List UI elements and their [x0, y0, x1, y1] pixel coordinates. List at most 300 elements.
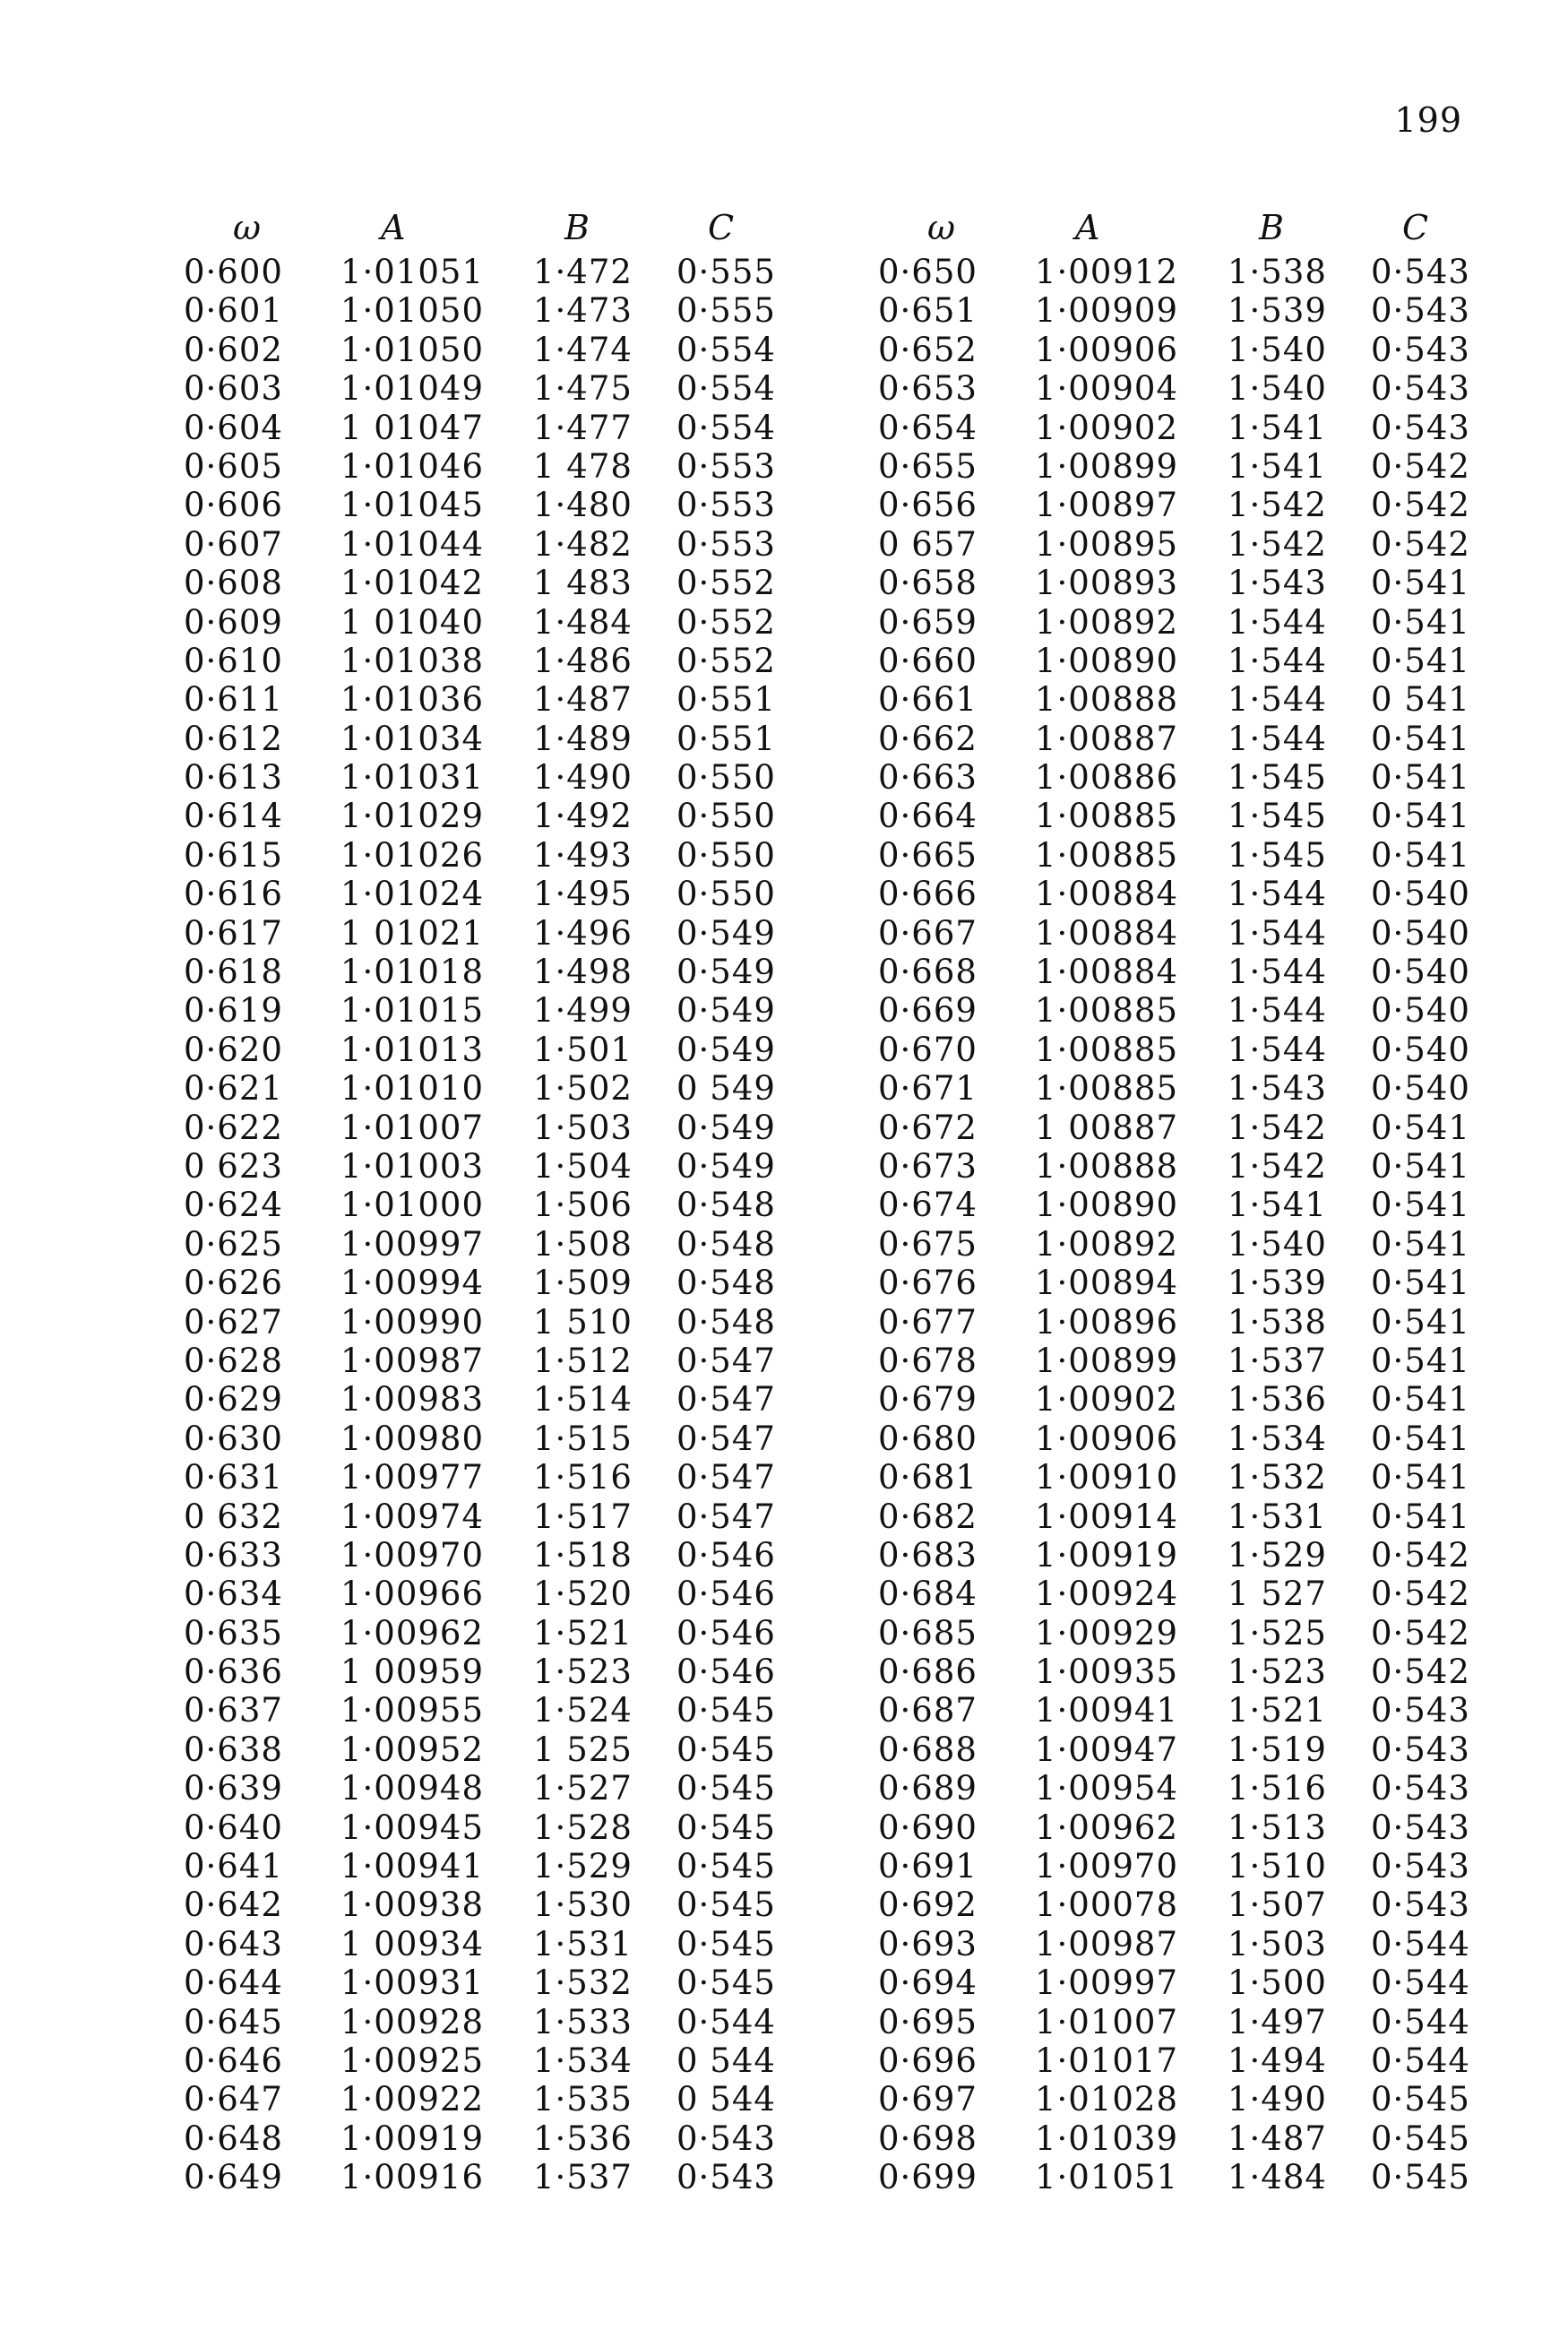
cell-b: 1 525	[533, 1730, 633, 1769]
cell-b: 1·517	[533, 1497, 633, 1536]
cell-a: 1·01028	[1035, 2080, 1179, 2119]
table-row	[878, 409, 1496, 447]
cell-b: 1·501	[533, 1030, 633, 1069]
cell-a: 1·01031	[340, 758, 485, 798]
cell-a: 1·01034	[340, 719, 485, 758]
cell-b: 1·542	[1228, 1146, 1327, 1186]
cell-omega: 0·619	[184, 991, 283, 1031]
table-row	[184, 2041, 802, 2080]
cell-omega: 0 657	[878, 524, 978, 564]
table-row	[878, 720, 1496, 758]
cell-omega: 0·614	[184, 797, 283, 836]
cell-a: 1·01018	[340, 953, 485, 992]
cell-b: 1·532	[533, 1963, 633, 2003]
cell-omega: 0·656	[878, 486, 978, 525]
cell-c: 0·542	[1371, 524, 1470, 564]
cell-a: 1·00924	[1035, 1575, 1179, 1614]
table-row	[184, 1186, 802, 1224]
table-row	[878, 1420, 1496, 1458]
cell-c: 0·550	[676, 758, 776, 798]
cell-b: 1·537	[1228, 1341, 1327, 1380]
table-row	[878, 1730, 1496, 1769]
cell-omega: 0·662	[878, 719, 978, 758]
cell-c: 0·544	[676, 2002, 776, 2041]
cell-a: 1·01049	[340, 369, 485, 409]
cell-c: 0·549	[676, 1146, 776, 1186]
table-row	[878, 1808, 1496, 1847]
cell-a: 1·00890	[1035, 1186, 1179, 1225]
cell-b: 1·519	[1228, 1730, 1327, 1769]
header-b: B	[564, 208, 590, 247]
table-row	[184, 1653, 802, 1691]
cell-omega: 0·663	[878, 758, 978, 798]
cell-b: 1·486	[533, 641, 633, 680]
table-row	[184, 991, 802, 1030]
cell-a: 1·00962	[340, 1613, 485, 1653]
cell-b: 1·497	[1228, 2002, 1327, 2041]
cell-a: 1·00997	[1035, 1963, 1179, 2003]
table-row	[878, 1069, 1496, 1108]
table-row	[878, 1303, 1496, 1342]
cell-b: 1·498	[533, 953, 633, 992]
cell-a: 1·00892	[1035, 1224, 1179, 1264]
cell-omega: 0·675	[878, 1224, 978, 1264]
cell-omega: 0·660	[878, 641, 978, 680]
table-row	[878, 1614, 1496, 1653]
cell-c: 0·543	[1371, 369, 1470, 409]
table-row	[878, 875, 1496, 913]
cell-c: 0·541	[1371, 1419, 1470, 1458]
cell-c: 0·547	[676, 1458, 776, 1497]
cell-b: 1·544	[1228, 719, 1327, 758]
cell-b: 1·544	[1228, 875, 1327, 914]
cell-b: 1·536	[533, 2119, 633, 2158]
cell-a: 1·00892	[1035, 602, 1179, 642]
cell-omega: 0·673	[878, 1146, 978, 1186]
cell-omega: 0·630	[184, 1419, 283, 1458]
cell-c: 0·550	[676, 797, 776, 836]
table-row	[878, 369, 1496, 408]
cell-a: 1·00916	[340, 2158, 485, 2197]
cell-b: 1·544	[1228, 1030, 1327, 1069]
cell-a: 1·00894	[1035, 1264, 1179, 1303]
table-row	[184, 1536, 802, 1575]
cell-c: 0·542	[1371, 1613, 1470, 1653]
table-left	[184, 208, 802, 2197]
cell-a: 1·00919	[1035, 1535, 1179, 1575]
cell-b: 1·521	[533, 1613, 633, 1653]
cell-a: 1·01010	[340, 1069, 485, 1109]
table-row	[878, 914, 1496, 953]
cell-omega: 0·654	[878, 408, 978, 447]
cell-a: 1·01039	[1035, 2119, 1179, 2158]
cell-b: 1·531	[1228, 1497, 1327, 1536]
cell-omega: 0·681	[878, 1458, 978, 1497]
cell-c: 0·540	[1371, 1030, 1470, 1069]
table-row	[184, 291, 802, 330]
cell-c: 0·546	[676, 1653, 776, 1692]
table-row	[184, 1225, 802, 1264]
cell-a: 1·01051	[1035, 2158, 1179, 2197]
cell-a: 1·01042	[340, 564, 485, 603]
cell-omega: 0·696	[878, 2041, 978, 2080]
cell-b: 1·512	[533, 1341, 633, 1380]
table-row	[184, 2158, 802, 2196]
cell-omega: 0·649	[184, 2158, 283, 2197]
cell-omega: 0·622	[184, 1108, 283, 1147]
cell-c: 0·543	[1371, 1847, 1470, 1886]
cell-c: 0·546	[676, 1535, 776, 1575]
cell-omega: 0·616	[184, 875, 283, 914]
cell-b: 1 527	[1228, 1575, 1327, 1614]
table-row	[878, 2041, 1496, 2080]
table-row	[878, 1963, 1496, 2002]
cell-c: 0·545	[1371, 2080, 1470, 2119]
table-row	[184, 525, 802, 564]
table-row	[184, 447, 802, 486]
cell-a: 1·00885	[1035, 1069, 1179, 1109]
table-row	[878, 525, 1496, 564]
cell-omega: 0·625	[184, 1224, 283, 1264]
cell-a: 1·00897	[1035, 486, 1179, 525]
cell-a: 1·00970	[340, 1535, 485, 1575]
table-row	[878, 1575, 1496, 1613]
cell-omega: 0·653	[878, 369, 978, 409]
cell-c: 0·545	[676, 1886, 776, 1925]
cell-omega: 0·609	[184, 602, 283, 642]
cell-a: 1 01021	[340, 913, 485, 953]
table-row	[878, 680, 1496, 719]
cell-omega: 0·624	[184, 1186, 283, 1225]
cell-a: 1·01045	[340, 486, 485, 525]
cell-a: 1·00890	[1035, 641, 1179, 680]
cell-omega: 0·645	[184, 2002, 283, 2041]
cell-b: 1·507	[1228, 1886, 1327, 1925]
cell-c: 0·545	[1371, 2119, 1470, 2158]
cell-a: 1·00912	[1035, 253, 1179, 291]
table-row	[878, 1225, 1496, 1264]
cell-c: 0·541	[1371, 1146, 1470, 1186]
cell-b: 1·542	[1228, 1108, 1327, 1147]
cell-omega: 0·682	[878, 1497, 978, 1536]
table-row	[184, 486, 802, 524]
cell-c: 0·540	[1371, 991, 1470, 1031]
header-omega: ω	[233, 208, 261, 247]
cell-a: 1·00931	[340, 1963, 485, 2003]
cell-c: 0·541	[1371, 1341, 1470, 1380]
cell-b: 1·532	[1228, 1458, 1327, 1497]
table-row	[878, 1653, 1496, 1691]
cell-omega: 0·695	[878, 2002, 978, 2041]
table-row	[184, 1614, 802, 1653]
cell-b: 1·535	[533, 2080, 633, 2119]
header-a: A	[381, 208, 406, 247]
cell-c: 0·547	[676, 1497, 776, 1536]
cell-b: 1·537	[533, 2158, 633, 2197]
cell-omega: 0·698	[878, 2119, 978, 2158]
cell-b: 1·540	[1228, 369, 1327, 409]
cell-a: 1·00941	[1035, 1691, 1179, 1730]
cell-a: 1·01050	[340, 291, 485, 331]
cell-a: 1·00888	[1035, 680, 1179, 720]
cell-omega: 0·612	[184, 719, 283, 758]
cell-b: 1·482	[533, 524, 633, 564]
table-row	[878, 253, 1496, 291]
table-row	[878, 291, 1496, 330]
header-c: C	[1402, 208, 1429, 247]
cell-c: 0·541	[1371, 1458, 1470, 1497]
cell-omega: 0·603	[184, 369, 283, 409]
table-row	[184, 642, 802, 680]
cell-c: 0·541	[1371, 797, 1470, 836]
table-row	[184, 680, 802, 719]
cell-c: 0·547	[676, 1419, 776, 1458]
cell-omega: 0·691	[878, 1847, 978, 1886]
cell-b: 1·542	[1228, 486, 1327, 525]
table-row	[184, 1497, 802, 1536]
table-row	[184, 1847, 802, 1886]
table-row	[184, 1342, 802, 1380]
cell-omega: 0·670	[878, 1030, 978, 1069]
cell-b: 1·492	[533, 797, 633, 836]
cell-c: 0·543	[1371, 291, 1470, 331]
cell-a: 1·00922	[340, 2080, 485, 2119]
cell-c: 0·554	[676, 330, 776, 369]
cell-b: 1·544	[1228, 991, 1327, 1031]
cell-b: 1·544	[1228, 641, 1327, 680]
cell-omega: 0·640	[184, 1808, 283, 1847]
cell-c: 0·545	[676, 1769, 776, 1808]
table-row	[184, 369, 802, 408]
table-row	[878, 331, 1496, 369]
table-row	[878, 1147, 1496, 1186]
cell-a: 1·01029	[340, 797, 485, 836]
cell-a: 1·00884	[1035, 875, 1179, 914]
table-row	[878, 1031, 1496, 1069]
table-row	[878, 486, 1496, 524]
cell-b: 1·533	[533, 2002, 633, 2041]
cell-b: 1·499	[533, 991, 633, 1031]
cell-omega: 0·678	[878, 1341, 978, 1380]
cell-omega: 0·689	[878, 1769, 978, 1808]
cell-omega: 0·659	[878, 602, 978, 642]
header-c: C	[708, 208, 735, 247]
table-row	[184, 836, 802, 875]
cell-b: 1 483	[533, 564, 633, 603]
cell-b: 1·475	[533, 369, 633, 409]
table-row	[184, 603, 802, 642]
table-row	[878, 1342, 1496, 1380]
cell-a: 1·00919	[340, 2119, 485, 2158]
cell-b: 1·527	[533, 1769, 633, 1808]
cell-a: 1·00983	[340, 1380, 485, 1420]
cell-c: 0·545	[676, 1730, 776, 1769]
cell-a: 1·00977	[340, 1458, 485, 1497]
cell-c: 0·554	[676, 369, 776, 409]
cell-b: 1·489	[533, 719, 633, 758]
cell-a: 1·01051	[340, 253, 485, 291]
cell-omega: 0·672	[878, 1108, 978, 1147]
cell-b: 1·504	[533, 1146, 633, 1186]
table-row	[184, 1730, 802, 1769]
cell-b: 1·529	[533, 1847, 633, 1886]
cell-omega: 0·615	[184, 835, 283, 875]
cell-omega: 0·633	[184, 1535, 283, 1575]
cell-b: 1·520	[533, 1575, 633, 1614]
cell-b: 1·516	[533, 1458, 633, 1497]
cell-omega: 0·687	[878, 1691, 978, 1730]
cell-a: 1·01007	[1035, 2002, 1179, 2041]
cell-c: 0·543	[676, 2119, 776, 2158]
table-row	[184, 409, 802, 447]
cell-c: 0·541	[1371, 641, 1470, 680]
table-row	[878, 797, 1496, 835]
cell-a: 1·00888	[1035, 1146, 1179, 1186]
cell-omega: 0·605	[184, 446, 283, 486]
cell-b: 1·502	[533, 1069, 633, 1109]
table-row	[184, 797, 802, 835]
cell-a: 1·01013	[340, 1030, 485, 1069]
table-row	[184, 564, 802, 602]
table-row	[184, 953, 802, 991]
cell-a: 1·00887	[1035, 719, 1179, 758]
table-row	[184, 1031, 802, 1069]
cell-omega: 0·646	[184, 2041, 283, 2080]
cell-c: 0·543	[676, 2158, 776, 2197]
cell-c: 0·549	[676, 1108, 776, 1147]
cell-omega: 0·601	[184, 291, 283, 331]
cell-omega: 0·600	[184, 253, 283, 291]
cell-b: 1·472	[533, 253, 633, 291]
cell-omega: 0·676	[878, 1264, 978, 1303]
table-row	[878, 953, 1496, 991]
cell-c: 0·543	[1371, 253, 1470, 291]
cell-b: 1·503	[533, 1108, 633, 1147]
cell-b: 1·539	[1228, 291, 1327, 331]
cell-a: 1·00938	[340, 1886, 485, 1925]
cell-b: 1·514	[533, 1380, 633, 1420]
table-row	[184, 1109, 802, 1147]
table-row	[184, 1886, 802, 1924]
table-right	[878, 208, 1496, 2197]
cell-b: 1·530	[533, 1886, 633, 1925]
table-row	[184, 253, 802, 291]
cell-c: 0·544	[1371, 2041, 1470, 2080]
cell-a: 1·00884	[1035, 953, 1179, 992]
cell-omega: 0·617	[184, 913, 283, 953]
cell-omega: 0·610	[184, 641, 283, 680]
cell-omega: 0·626	[184, 1264, 283, 1303]
cell-c: 0·544	[1371, 1924, 1470, 1963]
cell-b: 1 478	[533, 446, 633, 486]
cell-omega: 0·667	[878, 913, 978, 953]
cell-a: 1·00935	[1035, 1653, 1179, 1692]
cell-omega: 0·666	[878, 875, 978, 914]
cell-b: 1·509	[533, 1264, 633, 1303]
cell-b: 1·490	[1228, 2080, 1327, 2119]
cell-c: 0·551	[676, 680, 776, 720]
cell-c: 0·540	[1371, 875, 1470, 914]
cell-a: 1·01007	[340, 1108, 485, 1147]
cell-a: 1·00954	[1035, 1769, 1179, 1808]
cell-b: 1·525	[1228, 1613, 1327, 1653]
cell-a: 1·00928	[340, 2002, 485, 2041]
cell-c: 0·543	[1371, 1808, 1470, 1847]
cell-b: 1·523	[1228, 1653, 1327, 1692]
cell-omega: 0·606	[184, 486, 283, 525]
cell-omega: 0·602	[184, 330, 283, 369]
cell-b: 1·493	[533, 835, 633, 875]
cell-omega: 0·638	[184, 1730, 283, 1769]
cell-c: 0·552	[676, 641, 776, 680]
cell-omega: 0·618	[184, 953, 283, 992]
cell-a: 1·01044	[340, 524, 485, 564]
cell-c: 0·549	[676, 953, 776, 992]
cell-c: 0·544	[1371, 1963, 1470, 2003]
header-b: B	[1259, 208, 1284, 247]
cell-omega: 0·693	[878, 1924, 978, 1963]
cell-a: 1·00078	[1035, 1886, 1179, 1925]
table-header-right	[878, 208, 1496, 253]
cell-b: 1·494	[1228, 2041, 1327, 2080]
cell-a: 1 00934	[340, 1924, 485, 1963]
cell-c: 0·546	[676, 1575, 776, 1614]
cell-b: 1·540	[1228, 330, 1327, 369]
cell-b: 1·544	[1228, 913, 1327, 953]
cell-omega: 0·644	[184, 1963, 283, 2003]
table-row	[878, 1536, 1496, 1575]
cell-c: 0·542	[1371, 486, 1470, 525]
cell-b: 1·487	[533, 680, 633, 720]
cell-a: 1·00893	[1035, 564, 1179, 603]
cell-a: 1·00970	[1035, 1847, 1179, 1886]
table-body-left	[184, 253, 802, 2197]
table-row	[184, 1420, 802, 1458]
cell-b: 1·536	[1228, 1380, 1327, 1420]
cell-omega: 0·655	[878, 446, 978, 486]
cell-c: 0·553	[676, 486, 776, 525]
cell-a: 1·00947	[1035, 1730, 1179, 1769]
cell-omega: 0·642	[184, 1886, 283, 1925]
cell-c: 0·548	[676, 1224, 776, 1264]
cell-b: 1·516	[1228, 1769, 1327, 1808]
cell-b: 1·513	[1228, 1808, 1327, 1847]
cell-omega: 0·680	[878, 1419, 978, 1458]
cell-omega: 0·641	[184, 1847, 283, 1886]
cell-c: 0·542	[1371, 1575, 1470, 1614]
table-row	[184, 2080, 802, 2119]
cell-a: 1·00884	[1035, 913, 1179, 953]
cell-a: 1·00899	[1035, 446, 1179, 486]
cell-c: 0·549	[676, 913, 776, 953]
table-row	[878, 1925, 1496, 1963]
cell-b: 1·528	[533, 1808, 633, 1847]
cell-a: 1·01015	[340, 991, 485, 1031]
cell-c: 0·552	[676, 602, 776, 642]
cell-omega: 0·639	[184, 1769, 283, 1808]
cell-omega: 0·697	[878, 2080, 978, 2119]
table-row	[878, 1380, 1496, 1419]
cell-c: 0·542	[1371, 1535, 1470, 1575]
table-row	[878, 1497, 1496, 1536]
table-row	[184, 1808, 802, 1847]
table-row	[878, 2003, 1496, 2041]
table-row	[878, 1109, 1496, 1147]
cell-c: 0·548	[676, 1186, 776, 1225]
table-row	[878, 603, 1496, 642]
cell-c: 0·553	[676, 524, 776, 564]
page-number: 199	[1394, 100, 1462, 140]
